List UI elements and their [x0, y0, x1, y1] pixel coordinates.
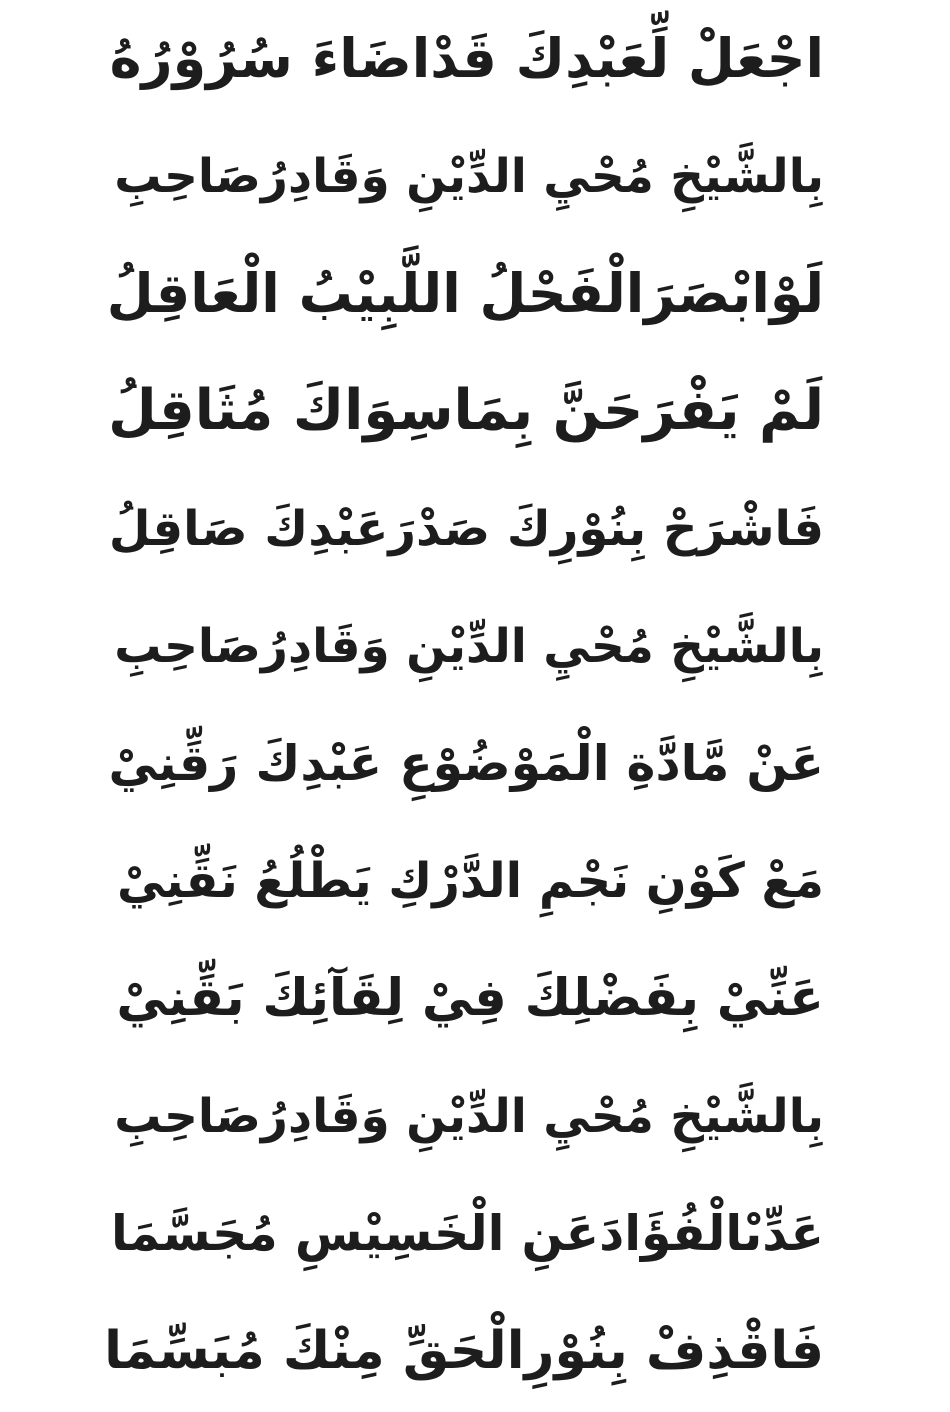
verse-text: لَمْ يَفْرَحَنَّ بِمَاسِوَاكَ مُثَاقِلُ — [108, 378, 824, 444]
verse-line-7 — [104, 705, 824, 823]
verse-text: اجْعَلْ لِّعَبْدِكَ قَدْاضَاءَ سُرُوْرُهُ — [109, 26, 824, 90]
verse-line-12 — [104, 1293, 824, 1411]
verse-text: فَاقْذِفْ بِنُوْرِالْحَقِّ مِنْكَ مُبَسِّمَا — [104, 1321, 824, 1382]
verse-text: بِالشَّيْخِ مُحْيِ الدِّيْنِ وَقَادِرُصَاحِبِ — [114, 148, 824, 204]
verse-line-9 — [104, 940, 824, 1058]
verse-text: مَعْ كَوْنِ نَجْمِ الدَّرْكِ يَطْلُعُ نَقِّنِيْ — [116, 853, 824, 910]
verse-line-8 — [104, 823, 824, 941]
verse-text: بِالشَّيْخِ مُحْيِ الدِّيْنِ وَقَادِرُصَاحِبِ — [114, 618, 824, 674]
verse-line-10 — [104, 1058, 824, 1176]
verse-line-1 — [104, 0, 824, 118]
verse-text: بِالشَّيْخِ مُحْيِ الدِّيْنِ وَقَادِرُصَاحِبِ — [114, 1088, 824, 1144]
verse-text: فَاشْرَحْ بِنُوْرِكَ صَدْرَعَبْدِكَ صَاقِلُ — [108, 500, 824, 557]
verse-line-2 — [104, 118, 824, 236]
verse-list — [104, 0, 824, 1410]
verse-text: لَوْابْصَرَالْفَحْلُ اللَّبِيْبُ الْعَاقِلُ — [106, 261, 824, 325]
verse-line-6 — [104, 588, 824, 706]
verse-text: عَنْ مَّادَّةِ الْمَوْضُوْعِ عَبْدِكَ رَقِّنِيْ — [108, 735, 824, 793]
verse-text: عَنِّيْ بِفَضْلِكَ فِيْ لِقَآئِكَ بَقِّنِيْ — [116, 969, 824, 1029]
verse-line-5 — [104, 470, 824, 588]
verse-line-3 — [104, 235, 824, 353]
verse-line-11 — [104, 1175, 824, 1293]
verse-text: عَدِّىْالْفُؤَادَعَنِ الْخَسِيْسِ مُجَسَّمَا — [111, 1205, 824, 1263]
verse-line-4 — [104, 353, 824, 471]
